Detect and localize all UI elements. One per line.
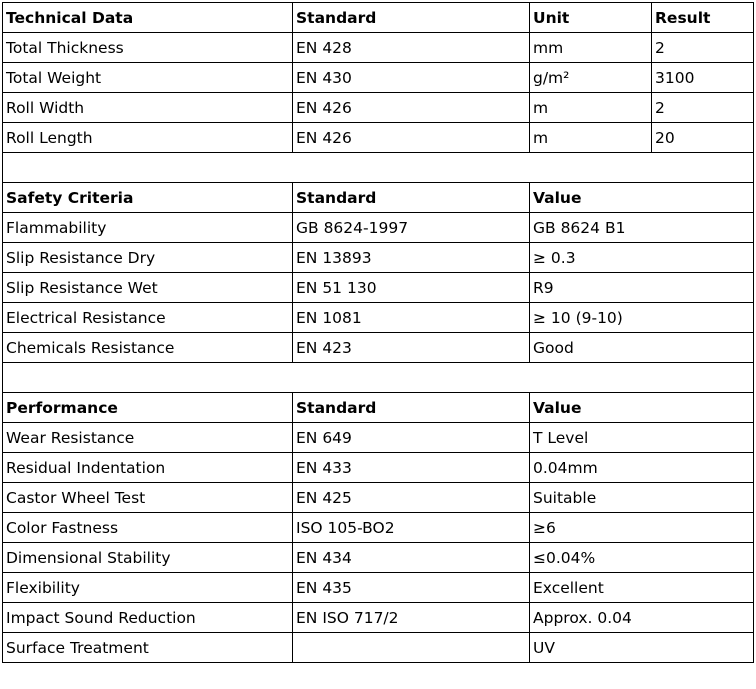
section-spacer-1 — [3, 153, 754, 183]
technical-header-title: Technical Data — [3, 3, 293, 33]
performance-header-unit: Value — [530, 393, 754, 423]
table-row — [3, 213, 754, 243]
property-cell: Slip Resistance Dry — [3, 243, 293, 273]
standard-cell: EN 13893 — [293, 243, 530, 273]
table-row — [3, 333, 754, 363]
property-cell: Wear Resistance — [3, 423, 293, 453]
spacer-cell — [3, 363, 754, 393]
technical-header-standard: Standard — [293, 3, 530, 33]
value-cell: ≤0.04% — [530, 543, 754, 573]
performance-header-title: Performance — [3, 393, 293, 423]
safety-header-unit: Value — [530, 183, 754, 213]
table-row — [3, 33, 754, 63]
technical-header-unit: Unit — [530, 3, 652, 33]
property-cell: Roll Width — [3, 93, 293, 123]
section-spacer-2 — [3, 363, 754, 393]
spec-table-body — [3, 3, 754, 663]
property-cell: Roll Length — [3, 123, 293, 153]
safety-header-row — [3, 183, 754, 213]
property-cell: Total Weight — [3, 63, 293, 93]
standard-cell: EN 428 — [293, 33, 530, 63]
property-cell: Slip Resistance Wet — [3, 273, 293, 303]
standard-cell: EN 425 — [293, 483, 530, 513]
property-cell: Chemicals Resistance — [3, 333, 293, 363]
value-cell: Approx. 0.04 — [530, 603, 754, 633]
safety-header-title: Safety Criteria — [3, 183, 293, 213]
standard-cell: EN 435 — [293, 573, 530, 603]
table-row — [3, 423, 754, 453]
table-row — [3, 123, 754, 153]
standard-cell: EN 430 — [293, 63, 530, 93]
table-row — [3, 573, 754, 603]
standard-cell: EN 433 — [293, 453, 530, 483]
property-cell: Dimensional Stability — [3, 543, 293, 573]
value-cell: Suitable — [530, 483, 754, 513]
property-cell: Flammability — [3, 213, 293, 243]
unit-cell: g/m² — [530, 63, 652, 93]
unit-cell: mm — [530, 33, 652, 63]
property-cell: Color Fastness — [3, 513, 293, 543]
property-cell: Total Thickness — [3, 33, 293, 63]
standard-cell: EN 434 — [293, 543, 530, 573]
standard-cell: EN 426 — [293, 123, 530, 153]
result-cell: 20 — [652, 123, 754, 153]
technical-header-row — [3, 3, 754, 33]
value-cell: 0.04mm — [530, 453, 754, 483]
result-cell: 3100 — [652, 63, 754, 93]
property-cell: Residual Indentation — [3, 453, 293, 483]
property-cell: Castor Wheel Test — [3, 483, 293, 513]
standard-cell: EN 423 — [293, 333, 530, 363]
technical-header-result: Result — [652, 3, 754, 33]
table-row — [3, 453, 754, 483]
spec-table — [2, 2, 754, 663]
unit-cell: m — [530, 93, 652, 123]
value-cell: R9 — [530, 273, 754, 303]
result-cell: 2 — [652, 33, 754, 63]
value-cell: Excellent — [530, 573, 754, 603]
performance-header-row — [3, 393, 754, 423]
standard-cell — [293, 633, 530, 663]
spacer-cell — [3, 153, 754, 183]
standard-cell: ISO 105-BO2 — [293, 513, 530, 543]
property-cell: Impact Sound Reduction — [3, 603, 293, 633]
table-row — [3, 273, 754, 303]
table-row — [3, 63, 754, 93]
table-row — [3, 93, 754, 123]
standard-cell: EN 426 — [293, 93, 530, 123]
value-cell: ≥6 — [530, 513, 754, 543]
standard-cell: EN 1081 — [293, 303, 530, 333]
standard-cell: EN ISO 717/2 — [293, 603, 530, 633]
table-row — [3, 603, 754, 633]
table-row — [3, 513, 754, 543]
safety-header-standard: Standard — [293, 183, 530, 213]
value-cell: ≥ 0.3 — [530, 243, 754, 273]
value-cell: GB 8624 B1 — [530, 213, 754, 243]
property-cell: Flexibility — [3, 573, 293, 603]
value-cell: Good — [530, 333, 754, 363]
property-cell: Surface Treatment — [3, 633, 293, 663]
value-cell: ≥ 10 (9-10) — [530, 303, 754, 333]
result-cell: 2 — [652, 93, 754, 123]
table-row — [3, 633, 754, 663]
property-cell: Electrical Resistance — [3, 303, 293, 333]
standard-cell: EN 649 — [293, 423, 530, 453]
table-row — [3, 303, 754, 333]
performance-header-standard: Standard — [293, 393, 530, 423]
value-cell: UV — [530, 633, 754, 663]
table-row — [3, 543, 754, 573]
value-cell: T Level — [530, 423, 754, 453]
standard-cell: GB 8624-1997 — [293, 213, 530, 243]
standard-cell: EN 51 130 — [293, 273, 530, 303]
unit-cell: m — [530, 123, 652, 153]
table-row — [3, 483, 754, 513]
table-row — [3, 243, 754, 273]
